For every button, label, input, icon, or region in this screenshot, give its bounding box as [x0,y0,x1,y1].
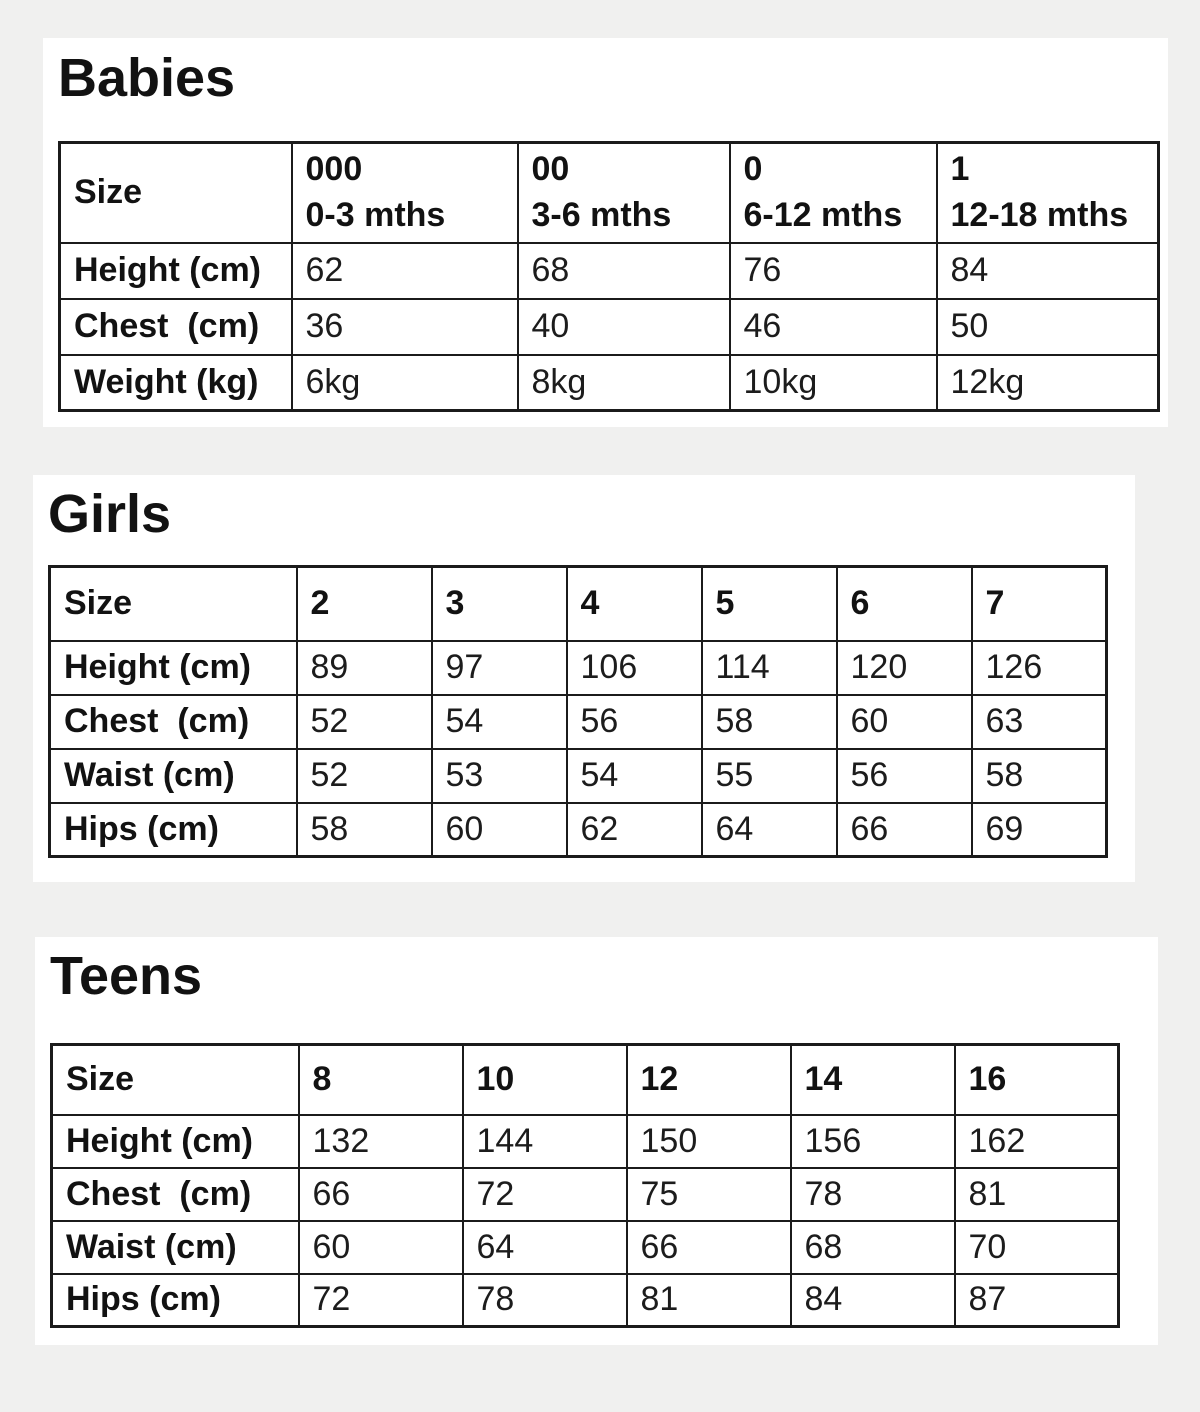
girls-title: Girls [48,484,172,544]
cell-value: 75 [627,1168,791,1221]
cell-value: 10kg [730,355,937,411]
cell-value: 70 [955,1221,1119,1274]
cell-value: 69 [972,803,1107,857]
teens-col-header-8: 8 [299,1045,463,1115]
babies-size-corner-label: Size [60,143,292,243]
girls-col-header-5: 5 [702,567,837,641]
cell-value: 58 [702,695,837,749]
cell-value: 40 [518,299,730,355]
cell-value: 53 [432,749,567,803]
teens-col-header-12: 12 [627,1045,791,1115]
row-label-chest: Chest (cm) [52,1168,299,1221]
size-code: 00 [531,149,570,188]
cell-value: 126 [972,641,1107,695]
cell-value: 63 [972,695,1107,749]
teens-col-header-14: 14 [791,1045,955,1115]
babies-height-row [60,243,1159,299]
cell-value: 68 [518,243,730,299]
cell-value: 156 [791,1115,955,1168]
cell-value: 114 [702,641,837,695]
babies-title: Babies [58,48,236,108]
row-label-height: Height (cm) [60,243,292,299]
girls-col-header-2: 2 [297,567,432,641]
cell-value: 56 [837,749,972,803]
teens-height-row [52,1115,1119,1168]
row-label-waist: Waist (cm) [52,1221,299,1274]
cell-value: 76 [730,243,937,299]
cell-value: 97 [432,641,567,695]
cell-value: 64 [463,1221,627,1274]
size-code: 1 [950,149,970,188]
teens-col-header-10: 10 [463,1045,627,1115]
cell-value: 84 [791,1274,955,1327]
cell-value: 58 [297,803,432,857]
babies-section [43,38,1168,427]
teens-size-corner-label: Size [52,1045,299,1115]
cell-value: 81 [627,1274,791,1327]
girls-col-header-4: 4 [567,567,702,641]
girls-col-header-6: 6 [837,567,972,641]
cell-value: 132 [299,1115,463,1168]
cell-value: 54 [567,749,702,803]
girls-size-corner-label: Size [50,567,297,641]
row-label-hips: Hips (cm) [52,1274,299,1327]
teens-title: Teens [50,946,203,1006]
cell-value: 6kg [292,355,518,411]
girls-header-row [50,567,1107,641]
cell-value: 64 [702,803,837,857]
cell-value: 55 [702,749,837,803]
row-label-chest: Chest (cm) [60,299,292,355]
cell-value: 144 [463,1115,627,1168]
cell-value: 36 [292,299,518,355]
girls-hips-row [50,803,1107,857]
age-range: 3-6 mths [531,195,672,234]
babies-col-header-000 [292,143,518,243]
cell-value: 162 [955,1115,1119,1168]
girls-chest-row [50,695,1107,749]
cell-value: 106 [567,641,702,695]
row-label-height: Height (cm) [50,641,297,695]
cell-value: 58 [972,749,1107,803]
cell-value: 78 [791,1168,955,1221]
age-range: 0-3 mths [305,195,446,234]
teens-size-table [50,1043,1120,1328]
cell-value: 60 [299,1221,463,1274]
cell-value: 68 [791,1221,955,1274]
babies-col-header-0 [730,143,937,243]
size-code: 000 [305,149,363,188]
cell-value: 81 [955,1168,1119,1221]
cell-value: 150 [627,1115,791,1168]
row-label-waist: Waist (cm) [50,749,297,803]
row-label-height: Height (cm) [52,1115,299,1168]
babies-header-row [60,143,1159,243]
cell-value: 54 [432,695,567,749]
cell-value: 62 [292,243,518,299]
cell-value: 66 [627,1221,791,1274]
teens-section [35,937,1158,1345]
cell-value: 87 [955,1274,1119,1327]
cell-value: 89 [297,641,432,695]
cell-value: 50 [937,299,1159,355]
size-chart-page [0,38,1200,1345]
cell-value: 62 [567,803,702,857]
girls-section [33,475,1135,882]
babies-col-header-00 [518,143,730,243]
cell-value: 8kg [518,355,730,411]
teens-chest-row [52,1168,1119,1221]
cell-value: 66 [837,803,972,857]
cell-value: 84 [937,243,1159,299]
girls-col-header-3: 3 [432,567,567,641]
cell-value: 60 [432,803,567,857]
cell-value: 46 [730,299,937,355]
age-range: 6-12 mths [743,195,903,234]
teens-col-header-16: 16 [955,1045,1119,1115]
teens-waist-row [52,1221,1119,1274]
row-label-hips: Hips (cm) [50,803,297,857]
girls-waist-row [50,749,1107,803]
age-range: 12-18 mths [950,195,1129,234]
babies-chest-row [60,299,1159,355]
teens-hips-row [52,1274,1119,1327]
cell-value: 78 [463,1274,627,1327]
girls-size-table [48,565,1108,858]
row-label-chest: Chest (cm) [50,695,297,749]
row-label-weight: Weight (kg) [60,355,292,411]
cell-value: 60 [837,695,972,749]
cell-value: 72 [299,1274,463,1327]
cell-value: 72 [463,1168,627,1221]
cell-value: 66 [299,1168,463,1221]
cell-value: 52 [297,749,432,803]
girls-height-row [50,641,1107,695]
babies-weight-row [60,355,1159,411]
babies-col-header-1 [937,143,1159,243]
cell-value: 120 [837,641,972,695]
babies-size-table [58,141,1160,412]
teens-header-row [52,1045,1119,1115]
cell-value: 52 [297,695,432,749]
girls-col-header-7: 7 [972,567,1107,641]
size-code: 0 [743,149,763,188]
cell-value: 56 [567,695,702,749]
cell-value: 12kg [937,355,1159,411]
